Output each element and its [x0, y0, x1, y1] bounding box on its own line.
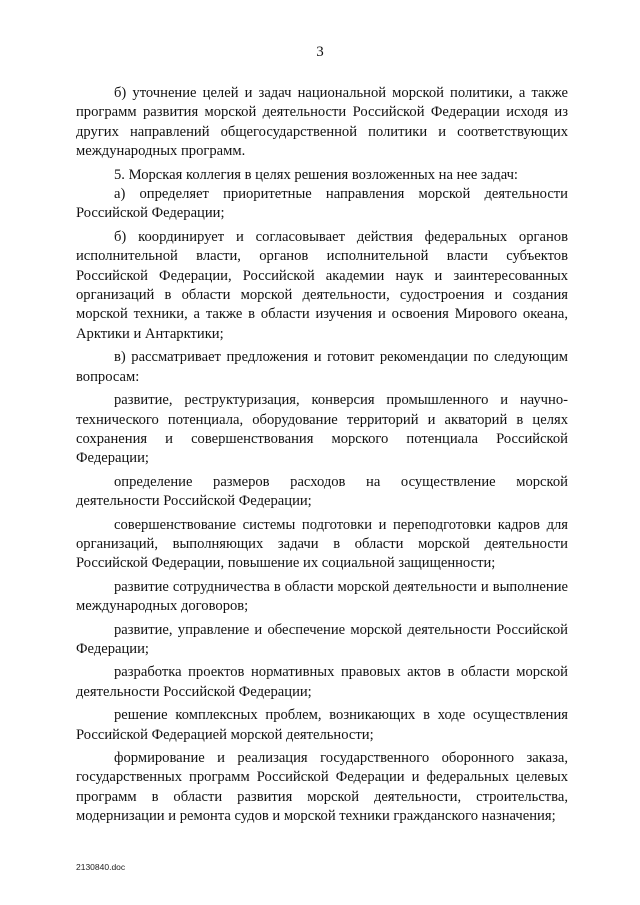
paragraph-5a: а) определяет приоритетные направления морской деятельности Российской Федерации;: [76, 186, 568, 222]
list-item-expenses: определение размеров расходов на осуществление морской деятельности Российской Федерации;: [76, 473, 568, 510]
paragraph-4b-clarification: б) уточнение целей и задач национальной морской политики, а также программ развития морской деятельности Российской Федерации исходя из других направлений общегосударственной политики и соответствующих международных программ.: [76, 85, 568, 160]
list-item-training: совершенствование системы подготовки и переподготовки кадров для организаций, выполняющих задачи в области морской деятельности Российской Федерации, повышение их социальной защищенности;: [76, 516, 568, 572]
file-name-footer: 2130840.doc: [76, 862, 126, 872]
list-item-defense-order: формирование и реализация государственного оборонного заказа, государственных программ Российской Федерации и федеральных целевых программ в области развития морской деятельности, строительства, модернизации и ремонта судов и морской техники гражданского назначения;: [76, 750, 568, 825]
paragraph-5b: б) координирует и согласовывает действия федеральных органов исполнительной власти, органов исполнительной власти субъектов Российской Федерации, Российской академии наук и заинтересованных организаций в области морской деятельности, судостроения и создания морской техники, а также в области изучения и освоения Мирового океана, Арктики и Антарктики;: [76, 228, 568, 342]
document-body: [76, 84, 568, 831]
list-item-cooperation: развитие сотрудничества в области морской деятельности и выполнение международных договоров;: [76, 578, 568, 615]
page-number: 3: [316, 44, 324, 60]
paragraph-5-intro: 5. Морская коллегия в целях решения возложенных на нее задач:: [114, 166, 518, 183]
list-item-complex-problems: решение комплексных проблем, возникающих в ходе осуществления Российской Федерацией морской деятельности;: [76, 707, 568, 743]
paragraph-5v: в) рассматривает предложения и готовит рекомендации по следующим вопросам:: [76, 349, 568, 385]
list-item-restructuring: развитие, реструктуризация, конверсия промышленного и научно-технического потенциала, оборудование территорий и акваторий в целях сохранения и совершенствования морского потенциала Российской Федерации;: [76, 392, 568, 467]
list-item-management: развитие, управление и обеспечение морской деятельности Российской Федерации;: [76, 621, 568, 657]
list-item-legislation: разработка проектов нормативных правовых актов в области морской деятельности Российской Федерации;: [76, 664, 568, 700]
